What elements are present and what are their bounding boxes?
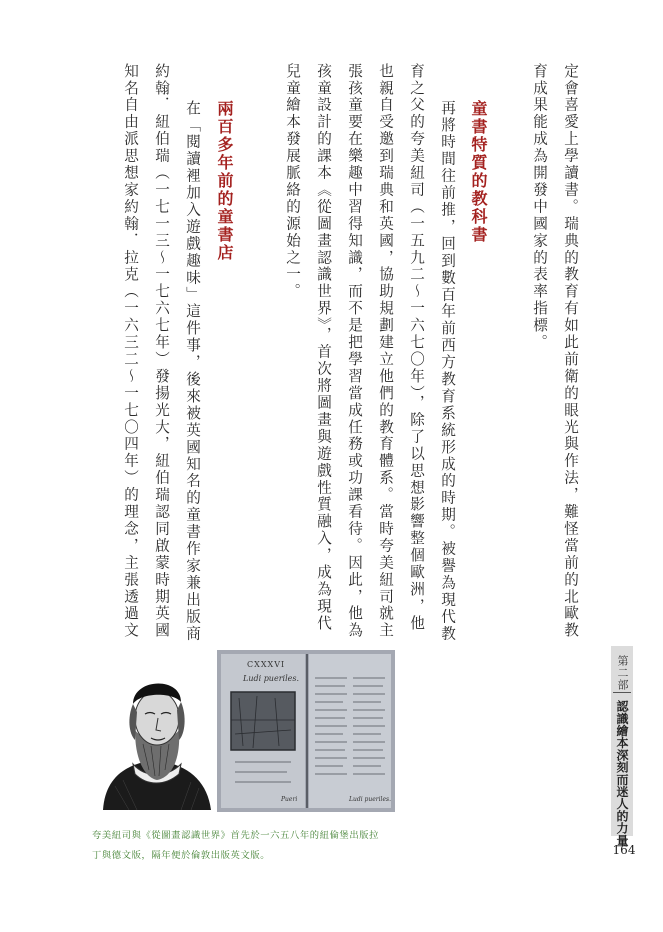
side-divider (613, 692, 631, 693)
body-column-2: 育成果能成為開發中國家的表率指標。 (531, 63, 548, 352)
body-column-3: 再將時間往前推，回到數百年前西方教育系統形成的時期。被譽為現代教 (439, 100, 456, 643)
part-title: 認識繪本深刻而迷人的力量 (615, 700, 629, 847)
body-column-4: 育之父的夸美紐司（一五九二～一六七〇年），除了以思想影響整個歐洲，他 (408, 63, 425, 632)
book-left-subtitle: Ludi pueriles. (243, 674, 300, 683)
part-label: 第二部 (616, 655, 629, 691)
figure-caption (92, 826, 572, 866)
body-column-7: 孩童設計的課本《從圖畫認識世界》，首次將圖畫與遊戲性質融入，成為現代 (315, 63, 332, 632)
body-column-10: 約翰．紐伯瑞（一七一三～一七六七年）發揚光大，紐伯瑞認同啟蒙時期英國 (153, 63, 170, 640)
section-heading-2: 兩百多年前的童書店 (215, 100, 234, 262)
book-left-footer: Pueri (281, 796, 298, 803)
body-column-5: 也親自受邀到瑞典和英國，協助規劃建立他們的教育體系。當時夸美紐司就主 (377, 63, 394, 640)
body-column-11: 知名自由派思想家約翰．拉克（一六三二～一七〇四年）的理念，主張透過文 (122, 63, 139, 640)
body-column-8: 兒童繪本發展脈絡的源始之一。 (284, 63, 301, 301)
caption-line-1: 夸美紐司與《從圖畫認識世界》首先於一六五八年的紐倫堡出版拉 (92, 830, 380, 841)
body-column-1: 定會喜愛上學讀書。瑞典的教育有如此前衛的眼光與作法，難怪當前的北歐教 (562, 63, 579, 640)
body-column-6: 張孩童要在樂趣中習得知識，而不是把學習當成任務或功課看待。因此，他為 (346, 63, 363, 640)
comenius-portrait-image (95, 652, 217, 810)
orbis-pictus-book-image (217, 650, 395, 812)
body-column-9: 在「閱讀裡加入遊戲趣味」這件事，後來被英國知名的童書作家兼出版商 (184, 100, 201, 643)
caption-line-2: 丁與德文版，隔年便於倫敦出版英文版。 (92, 850, 271, 861)
section-heading-1: 童書特質的教科書 (469, 100, 488, 244)
book-left-header: CXXXVI (247, 660, 286, 669)
page-number: 164 (612, 843, 636, 857)
book-right-footer: Ludi pueriles. (349, 796, 392, 803)
